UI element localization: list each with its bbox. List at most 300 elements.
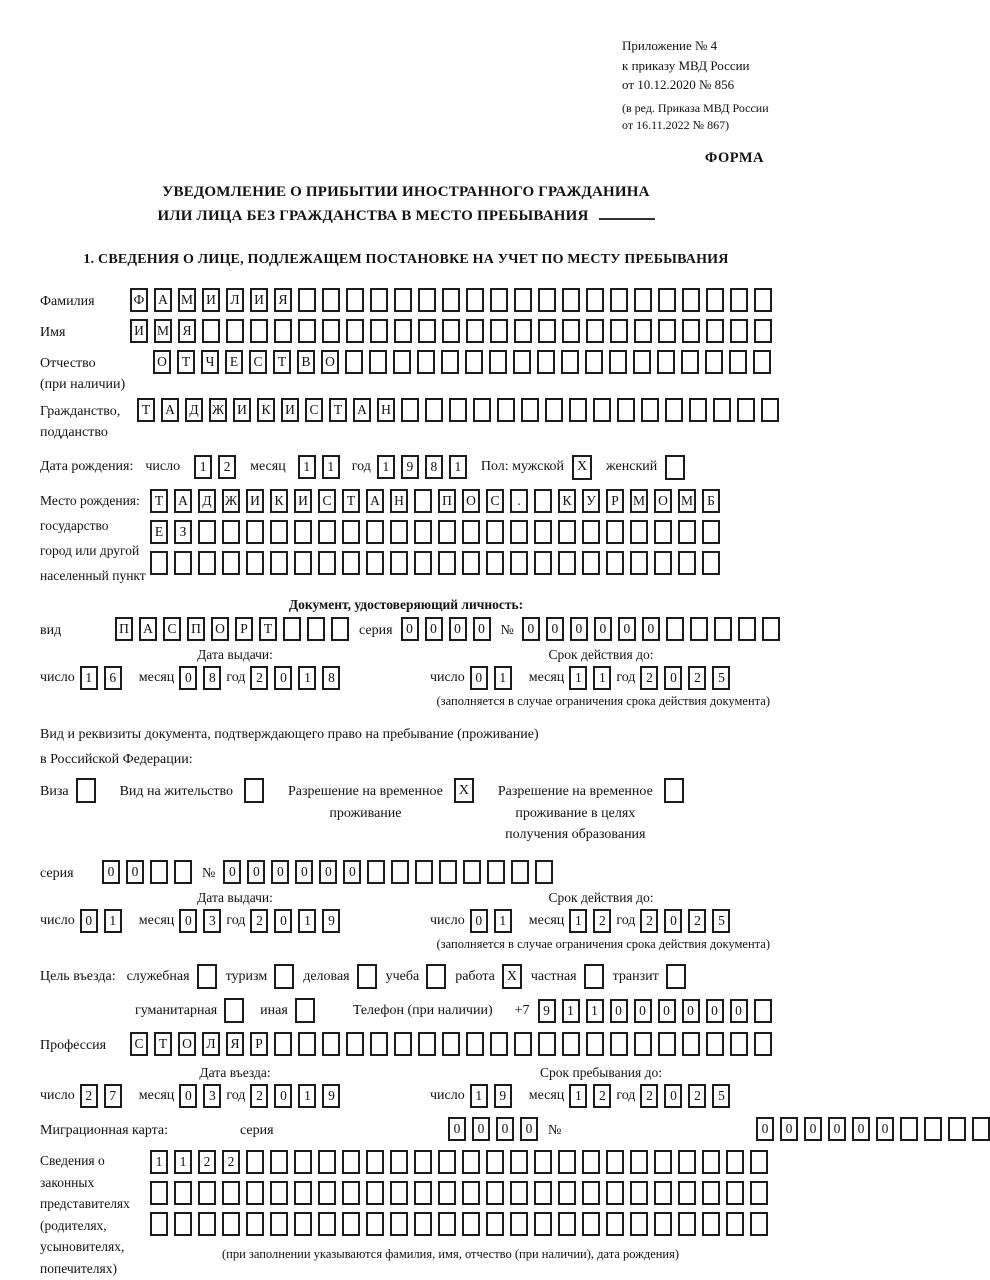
char-cell[interactable]: С (163, 617, 181, 641)
char-cell[interactable] (318, 551, 336, 575)
char-cell[interactable]: 0 (664, 1084, 682, 1108)
char-cell[interactable] (449, 398, 467, 422)
char-cell[interactable]: 0 (682, 999, 700, 1023)
char-cell[interactable]: 1 (569, 1084, 587, 1108)
char-cell[interactable] (654, 520, 672, 544)
char-cell[interactable]: 0 (295, 860, 313, 884)
char-cell[interactable]: 2 (250, 909, 268, 933)
char-cell[interactable] (682, 1032, 700, 1056)
char-cell[interactable] (246, 1212, 264, 1236)
char-cell[interactable] (678, 1150, 696, 1174)
char-cell[interactable] (558, 551, 576, 575)
char-cell[interactable] (726, 1212, 744, 1236)
char-cell[interactable]: О (654, 489, 672, 513)
char-cell[interactable] (706, 319, 724, 343)
char-cell[interactable] (393, 350, 411, 374)
char-cell[interactable]: 2 (218, 455, 236, 479)
char-cell[interactable] (401, 398, 419, 422)
char-cell[interactable] (534, 1181, 552, 1205)
purpose-transit-checkbox[interactable] (666, 964, 686, 989)
char-cell[interactable]: С (305, 398, 323, 422)
char-cell[interactable]: 0 (223, 860, 241, 884)
char-cell[interactable]: 0 (570, 617, 588, 641)
char-cell[interactable] (726, 1150, 744, 1174)
char-cell[interactable] (538, 319, 556, 343)
char-cell[interactable] (534, 1212, 552, 1236)
char-cell[interactable] (514, 288, 532, 312)
char-cell[interactable] (370, 1032, 388, 1056)
char-cell[interactable] (414, 551, 432, 575)
char-cell[interactable] (414, 1181, 432, 1205)
char-cell[interactable] (274, 1032, 292, 1056)
char-cell[interactable] (198, 1212, 216, 1236)
char-cell[interactable] (346, 288, 364, 312)
char-cell[interactable] (534, 1150, 552, 1174)
char-cell[interactable]: 1 (569, 666, 587, 690)
char-cell[interactable]: Т (137, 398, 155, 422)
char-cell[interactable] (630, 1181, 648, 1205)
char-cell[interactable]: 5 (712, 909, 730, 933)
char-cell[interactable]: 1 (298, 1084, 316, 1108)
char-cell[interactable]: Ж (209, 398, 227, 422)
residence-permit-checkbox[interactable] (244, 778, 264, 803)
char-cell[interactable]: К (270, 489, 288, 513)
char-cell[interactable]: 1 (377, 455, 395, 479)
char-cell[interactable] (658, 1032, 676, 1056)
char-cell[interactable] (417, 350, 435, 374)
char-cell[interactable] (202, 319, 220, 343)
char-cell[interactable] (370, 319, 388, 343)
char-cell[interactable] (414, 520, 432, 544)
char-cell[interactable]: 1 (494, 909, 512, 933)
char-cell[interactable]: Ж (222, 489, 240, 513)
char-cell[interactable]: О (178, 1032, 196, 1056)
char-cell[interactable]: О (462, 489, 480, 513)
char-cell[interactable] (298, 1032, 316, 1056)
char-cell[interactable] (678, 1212, 696, 1236)
char-cell[interactable]: У (582, 489, 600, 513)
char-cell[interactable]: 0 (425, 617, 443, 641)
char-cell[interactable]: 2 (640, 909, 658, 933)
char-cell[interactable]: 0 (594, 617, 612, 641)
char-cell[interactable] (713, 398, 731, 422)
char-cell[interactable] (486, 520, 504, 544)
char-cell[interactable]: Л (202, 1032, 220, 1056)
char-cell[interactable] (610, 288, 628, 312)
char-cell[interactable]: 8 (203, 666, 221, 690)
char-cell[interactable]: 1 (298, 455, 316, 479)
char-cell[interactable] (641, 398, 659, 422)
char-cell[interactable] (510, 1150, 528, 1174)
char-cell[interactable]: 0 (247, 860, 265, 884)
char-cell[interactable] (394, 288, 412, 312)
char-cell[interactable] (438, 520, 456, 544)
char-cell[interactable] (726, 1181, 744, 1205)
char-cell[interactable] (246, 551, 264, 575)
char-cell[interactable]: Р (606, 489, 624, 513)
char-cell[interactable] (198, 520, 216, 544)
char-cell[interactable]: 0 (634, 999, 652, 1023)
char-cell[interactable]: 0 (876, 1117, 894, 1141)
char-cell[interactable] (442, 288, 460, 312)
char-cell[interactable] (487, 860, 505, 884)
char-cell[interactable] (442, 319, 460, 343)
char-cell[interactable] (654, 1181, 672, 1205)
char-cell[interactable]: 0 (448, 1117, 466, 1141)
char-cell[interactable]: 1 (470, 1084, 488, 1108)
char-cell[interactable] (586, 1032, 604, 1056)
char-cell[interactable]: 0 (401, 617, 419, 641)
char-cell[interactable]: О (211, 617, 229, 641)
char-cell[interactable] (418, 288, 436, 312)
char-cell[interactable]: 0 (179, 909, 197, 933)
char-cell[interactable]: 1 (562, 999, 580, 1023)
char-cell[interactable] (562, 319, 580, 343)
char-cell[interactable] (657, 350, 675, 374)
char-cell[interactable] (394, 1032, 412, 1056)
char-cell[interactable]: А (154, 288, 172, 312)
char-cell[interactable] (390, 551, 408, 575)
char-cell[interactable]: 0 (319, 860, 337, 884)
char-cell[interactable] (654, 1150, 672, 1174)
char-cell[interactable]: И (246, 489, 264, 513)
char-cell[interactable]: 5 (712, 1084, 730, 1108)
char-cell[interactable] (342, 1212, 360, 1236)
char-cell[interactable] (609, 350, 627, 374)
char-cell[interactable] (754, 999, 772, 1023)
char-cell[interactable]: К (558, 489, 576, 513)
char-cell[interactable] (730, 1032, 748, 1056)
char-cell[interactable] (586, 288, 604, 312)
char-cell[interactable] (490, 319, 508, 343)
temp-residence-education-checkbox[interactable] (664, 778, 684, 803)
char-cell[interactable]: 9 (322, 1084, 340, 1108)
char-cell[interactable] (593, 398, 611, 422)
char-cell[interactable] (630, 551, 648, 575)
char-cell[interactable] (714, 617, 732, 641)
char-cell[interactable] (510, 551, 528, 575)
char-cell[interactable]: Т (273, 350, 291, 374)
char-cell[interactable] (369, 350, 387, 374)
char-cell[interactable] (462, 551, 480, 575)
char-cell[interactable]: 2 (593, 909, 611, 933)
char-cell[interactable] (585, 350, 603, 374)
char-cell[interactable] (606, 1181, 624, 1205)
char-cell[interactable]: Т (154, 1032, 172, 1056)
char-cell[interactable]: 0 (274, 666, 292, 690)
char-cell[interactable]: 8 (425, 455, 443, 479)
char-cell[interactable] (222, 551, 240, 575)
char-cell[interactable] (322, 288, 340, 312)
char-cell[interactable] (322, 319, 340, 343)
char-cell[interactable] (174, 1181, 192, 1205)
char-cell[interactable]: Н (377, 398, 395, 422)
char-cell[interactable] (497, 398, 515, 422)
char-cell[interactable] (418, 1032, 436, 1056)
char-cell[interactable] (633, 350, 651, 374)
char-cell[interactable] (558, 1181, 576, 1205)
char-cell[interactable] (702, 1212, 720, 1236)
char-cell[interactable]: 0 (470, 909, 488, 933)
char-cell[interactable] (367, 860, 385, 884)
char-cell[interactable] (511, 860, 529, 884)
char-cell[interactable]: Т (259, 617, 277, 641)
char-cell[interactable]: 0 (546, 617, 564, 641)
purpose-humanitarian-checkbox[interactable] (224, 998, 244, 1023)
char-cell[interactable]: Ф (130, 288, 148, 312)
char-cell[interactable]: 2 (250, 666, 268, 690)
char-cell[interactable]: 0 (828, 1117, 846, 1141)
char-cell[interactable] (490, 1032, 508, 1056)
char-cell[interactable]: 2 (222, 1150, 240, 1174)
char-cell[interactable] (569, 398, 587, 422)
char-cell[interactable] (666, 617, 684, 641)
char-cell[interactable] (762, 617, 780, 641)
char-cell[interactable] (665, 398, 683, 422)
char-cell[interactable]: О (321, 350, 339, 374)
char-cell[interactable]: 0 (179, 666, 197, 690)
char-cell[interactable] (562, 1032, 580, 1056)
char-cell[interactable] (298, 319, 316, 343)
char-cell[interactable]: 0 (470, 666, 488, 690)
char-cell[interactable] (582, 1212, 600, 1236)
char-cell[interactable]: 0 (271, 860, 289, 884)
char-cell[interactable]: С (318, 489, 336, 513)
char-cell[interactable]: 2 (688, 909, 706, 933)
char-cell[interactable] (486, 551, 504, 575)
char-cell[interactable] (331, 617, 349, 641)
char-cell[interactable]: 1 (569, 909, 587, 933)
char-cell[interactable] (318, 1212, 336, 1236)
char-cell[interactable] (441, 350, 459, 374)
char-cell[interactable] (270, 520, 288, 544)
char-cell[interactable] (390, 520, 408, 544)
char-cell[interactable] (510, 520, 528, 544)
char-cell[interactable]: 2 (640, 1084, 658, 1108)
char-cell[interactable] (462, 1212, 480, 1236)
char-cell[interactable]: 0 (472, 1117, 490, 1141)
char-cell[interactable]: И (233, 398, 251, 422)
char-cell[interactable]: 0 (664, 666, 682, 690)
temp-residence-checkbox[interactable]: X (454, 778, 474, 803)
char-cell[interactable]: 1 (194, 455, 212, 479)
char-cell[interactable] (510, 1181, 528, 1205)
sex-male-checkbox[interactable]: X (572, 455, 592, 480)
char-cell[interactable] (630, 1150, 648, 1174)
char-cell[interactable] (510, 1212, 528, 1236)
char-cell[interactable]: 2 (198, 1150, 216, 1174)
char-cell[interactable] (490, 288, 508, 312)
char-cell[interactable] (438, 1150, 456, 1174)
char-cell[interactable] (538, 1032, 556, 1056)
char-cell[interactable] (924, 1117, 942, 1141)
char-cell[interactable] (439, 860, 457, 884)
char-cell[interactable] (438, 551, 456, 575)
char-cell[interactable] (283, 617, 301, 641)
char-cell[interactable]: 9 (494, 1084, 512, 1108)
char-cell[interactable]: 0 (496, 1117, 514, 1141)
char-cell[interactable]: П (115, 617, 133, 641)
char-cell[interactable] (391, 860, 409, 884)
char-cell[interactable]: 9 (322, 909, 340, 933)
char-cell[interactable]: 1 (104, 909, 122, 933)
char-cell[interactable]: В (297, 350, 315, 374)
char-cell[interactable] (270, 1181, 288, 1205)
char-cell[interactable] (534, 520, 552, 544)
purpose-official-checkbox[interactable] (197, 964, 217, 989)
char-cell[interactable]: 9 (538, 999, 556, 1023)
char-cell[interactable]: Р (250, 1032, 268, 1056)
char-cell[interactable]: 1 (494, 666, 512, 690)
char-cell[interactable] (342, 1181, 360, 1205)
char-cell[interactable]: И (250, 288, 268, 312)
char-cell[interactable] (366, 1181, 384, 1205)
char-cell[interactable]: Т (150, 489, 168, 513)
char-cell[interactable] (489, 350, 507, 374)
char-cell[interactable]: 1 (174, 1150, 192, 1174)
char-cell[interactable] (394, 319, 412, 343)
char-cell[interactable] (634, 288, 652, 312)
char-cell[interactable] (702, 1150, 720, 1174)
char-cell[interactable] (322, 1032, 340, 1056)
char-cell[interactable]: И (294, 489, 312, 513)
char-cell[interactable]: М (154, 319, 172, 343)
char-cell[interactable] (750, 1181, 768, 1205)
char-cell[interactable] (558, 1212, 576, 1236)
char-cell[interactable]: И (130, 319, 148, 343)
char-cell[interactable] (658, 288, 676, 312)
char-cell[interactable]: Л (226, 288, 244, 312)
char-cell[interactable]: 0 (804, 1117, 822, 1141)
char-cell[interactable]: 9 (401, 455, 419, 479)
char-cell[interactable] (617, 398, 635, 422)
char-cell[interactable] (534, 489, 552, 513)
char-cell[interactable] (689, 398, 707, 422)
char-cell[interactable] (174, 551, 192, 575)
char-cell[interactable] (561, 350, 579, 374)
char-cell[interactable]: 0 (618, 617, 636, 641)
char-cell[interactable] (246, 1181, 264, 1205)
char-cell[interactable]: 0 (642, 617, 660, 641)
char-cell[interactable]: 0 (664, 909, 682, 933)
char-cell[interactable] (198, 551, 216, 575)
char-cell[interactable] (466, 288, 484, 312)
char-cell[interactable] (678, 520, 696, 544)
char-cell[interactable]: 0 (449, 617, 467, 641)
char-cell[interactable] (226, 319, 244, 343)
char-cell[interactable]: Я (178, 319, 196, 343)
char-cell[interactable] (582, 1181, 600, 1205)
char-cell[interactable] (250, 319, 268, 343)
char-cell[interactable]: 6 (104, 666, 122, 690)
char-cell[interactable]: 2 (688, 1084, 706, 1108)
char-cell[interactable] (586, 319, 604, 343)
char-cell[interactable] (738, 617, 756, 641)
char-cell[interactable]: З (174, 520, 192, 544)
char-cell[interactable]: 1 (449, 455, 467, 479)
char-cell[interactable]: 0 (274, 1084, 292, 1108)
char-cell[interactable] (307, 617, 325, 641)
char-cell[interactable]: 0 (126, 860, 144, 884)
char-cell[interactable]: 0 (520, 1117, 538, 1141)
char-cell[interactable]: Д (185, 398, 203, 422)
char-cell[interactable] (270, 1150, 288, 1174)
char-cell[interactable] (750, 1150, 768, 1174)
char-cell[interactable]: 0 (102, 860, 120, 884)
char-cell[interactable] (754, 288, 772, 312)
char-cell[interactable]: Т (342, 489, 360, 513)
char-cell[interactable] (466, 319, 484, 343)
char-cell[interactable]: Я (226, 1032, 244, 1056)
char-cell[interactable]: Д (198, 489, 216, 513)
char-cell[interactable] (562, 288, 580, 312)
char-cell[interactable] (535, 860, 553, 884)
char-cell[interactable] (415, 860, 433, 884)
char-cell[interactable] (513, 350, 531, 374)
char-cell[interactable]: 3 (203, 1084, 221, 1108)
char-cell[interactable] (753, 350, 771, 374)
char-cell[interactable] (558, 520, 576, 544)
char-cell[interactable]: 0 (852, 1117, 870, 1141)
char-cell[interactable] (294, 1181, 312, 1205)
char-cell[interactable]: Р (235, 617, 253, 641)
char-cell[interactable]: С (486, 489, 504, 513)
char-cell[interactable]: О (153, 350, 171, 374)
char-cell[interactable] (678, 1181, 696, 1205)
char-cell[interactable] (538, 288, 556, 312)
char-cell[interactable] (414, 489, 432, 513)
char-cell[interactable] (463, 860, 481, 884)
char-cell[interactable]: 0 (730, 999, 748, 1023)
char-cell[interactable] (342, 1150, 360, 1174)
char-cell[interactable]: 1 (298, 666, 316, 690)
char-cell[interactable] (222, 1212, 240, 1236)
char-cell[interactable]: 1 (322, 455, 340, 479)
char-cell[interactable] (294, 1212, 312, 1236)
char-cell[interactable] (729, 350, 747, 374)
char-cell[interactable]: Ч (201, 350, 219, 374)
char-cell[interactable]: 0 (473, 617, 491, 641)
char-cell[interactable]: 8 (322, 666, 340, 690)
char-cell[interactable]: 0 (80, 909, 98, 933)
char-cell[interactable]: А (174, 489, 192, 513)
char-cell[interactable] (473, 398, 491, 422)
char-cell[interactable] (150, 1212, 168, 1236)
purpose-tourism-checkbox[interactable] (274, 964, 294, 989)
char-cell[interactable]: Т (329, 398, 347, 422)
char-cell[interactable]: 2 (640, 666, 658, 690)
char-cell[interactable] (418, 319, 436, 343)
char-cell[interactable] (658, 319, 676, 343)
char-cell[interactable] (274, 319, 292, 343)
char-cell[interactable]: 1 (586, 999, 604, 1023)
sex-female-checkbox[interactable] (665, 455, 685, 480)
char-cell[interactable] (246, 520, 264, 544)
char-cell[interactable] (737, 398, 755, 422)
char-cell[interactable] (761, 398, 779, 422)
char-cell[interactable] (582, 520, 600, 544)
char-cell[interactable] (345, 350, 363, 374)
char-cell[interactable] (222, 520, 240, 544)
char-cell[interactable] (270, 551, 288, 575)
char-cell[interactable]: 1 (298, 909, 316, 933)
char-cell[interactable] (682, 288, 700, 312)
char-cell[interactable] (414, 1150, 432, 1174)
char-cell[interactable]: Я (274, 288, 292, 312)
char-cell[interactable]: 0 (343, 860, 361, 884)
char-cell[interactable] (610, 1032, 628, 1056)
char-cell[interactable] (948, 1117, 966, 1141)
